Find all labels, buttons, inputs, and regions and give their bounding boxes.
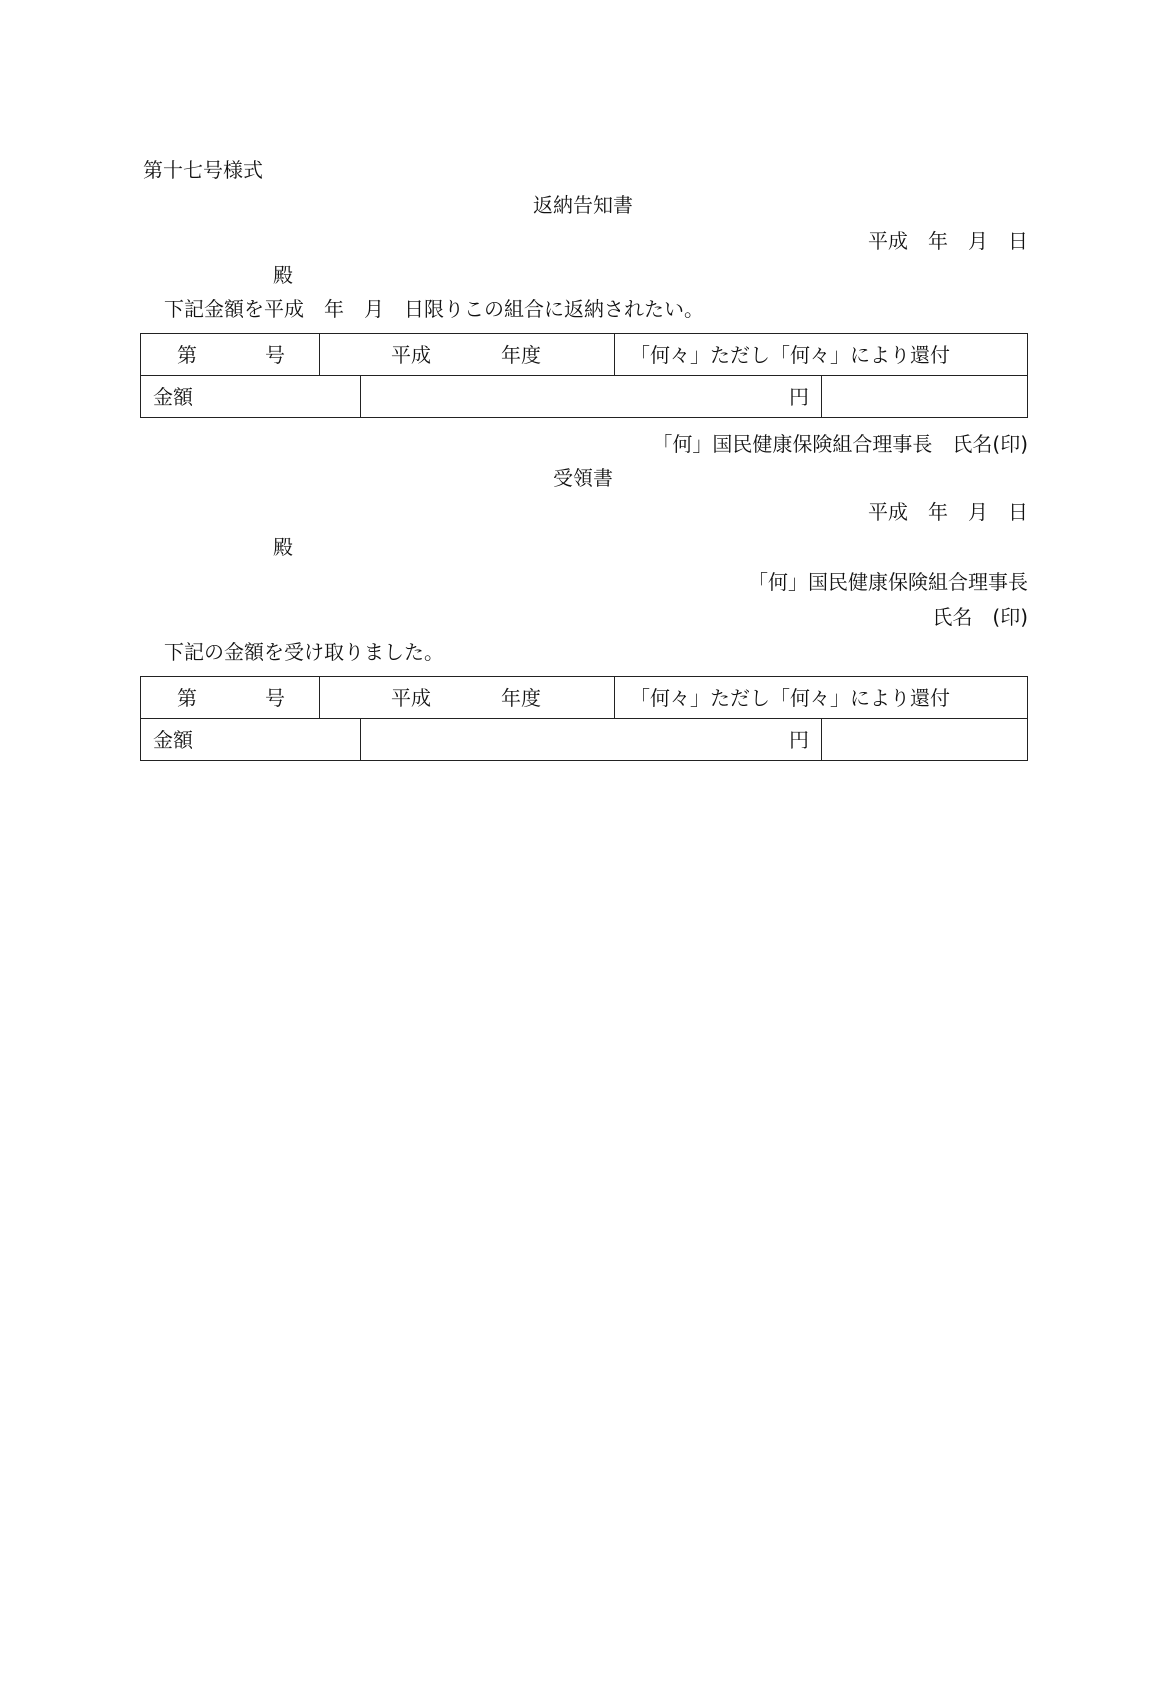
table-column-divider <box>821 718 822 760</box>
notice-table <box>140 333 1028 418</box>
table-column-divider <box>614 334 615 375</box>
receipt-date: 平成 年 月 日 <box>868 500 1028 524</box>
era-label: 平成 <box>391 343 431 367</box>
table-row-divider <box>141 375 1027 376</box>
fiscal-year-label: 年度 <box>501 343 541 367</box>
table-column-divider <box>360 718 361 760</box>
notice-body-text: 下記金額を平成 年 月 日限りこの組合に返納されたい。 <box>164 297 704 321</box>
receipt-name-seal: 氏名 (印) <box>932 605 1028 629</box>
notice-addressee: 殿 <box>273 263 293 287</box>
receipt-recipient-org: 「何」国民健康保険組合理事長 <box>748 570 1028 594</box>
amount-label: 金額 <box>153 385 193 409</box>
notice-date: 平成 年 月 日 <box>868 229 1028 253</box>
receipt-title: 受領書 <box>553 466 613 490</box>
yen-label: 円 <box>789 728 809 752</box>
table-column-divider <box>821 375 822 417</box>
notice-issuer: 「何」国民健康保険組合理事長 氏名(印) <box>652 432 1028 456</box>
yen-label: 円 <box>789 385 809 409</box>
number-label-go: 号 <box>265 343 285 367</box>
number-label-dai: 第 <box>177 343 197 367</box>
refund-reason: 「何々」ただし「何々」により還付 <box>630 343 950 367</box>
table-column-divider <box>360 375 361 417</box>
fiscal-year-label: 年度 <box>501 686 541 710</box>
receipt-addressee: 殿 <box>273 535 293 559</box>
receipt-table <box>140 676 1028 761</box>
amount-label: 金額 <box>153 728 193 752</box>
refund-reason: 「何々」ただし「何々」により還付 <box>630 686 950 710</box>
table-column-divider <box>614 677 615 718</box>
number-label-dai: 第 <box>177 686 197 710</box>
era-label: 平成 <box>391 686 431 710</box>
form-number: 第十七号様式 <box>143 158 263 182</box>
notice-title: 返納告知書 <box>533 193 633 217</box>
table-column-divider <box>319 334 320 375</box>
number-label-go: 号 <box>265 686 285 710</box>
receipt-body-text: 下記の金額を受け取りました。 <box>164 640 444 664</box>
table-row-divider <box>141 718 1027 719</box>
table-column-divider <box>319 677 320 718</box>
